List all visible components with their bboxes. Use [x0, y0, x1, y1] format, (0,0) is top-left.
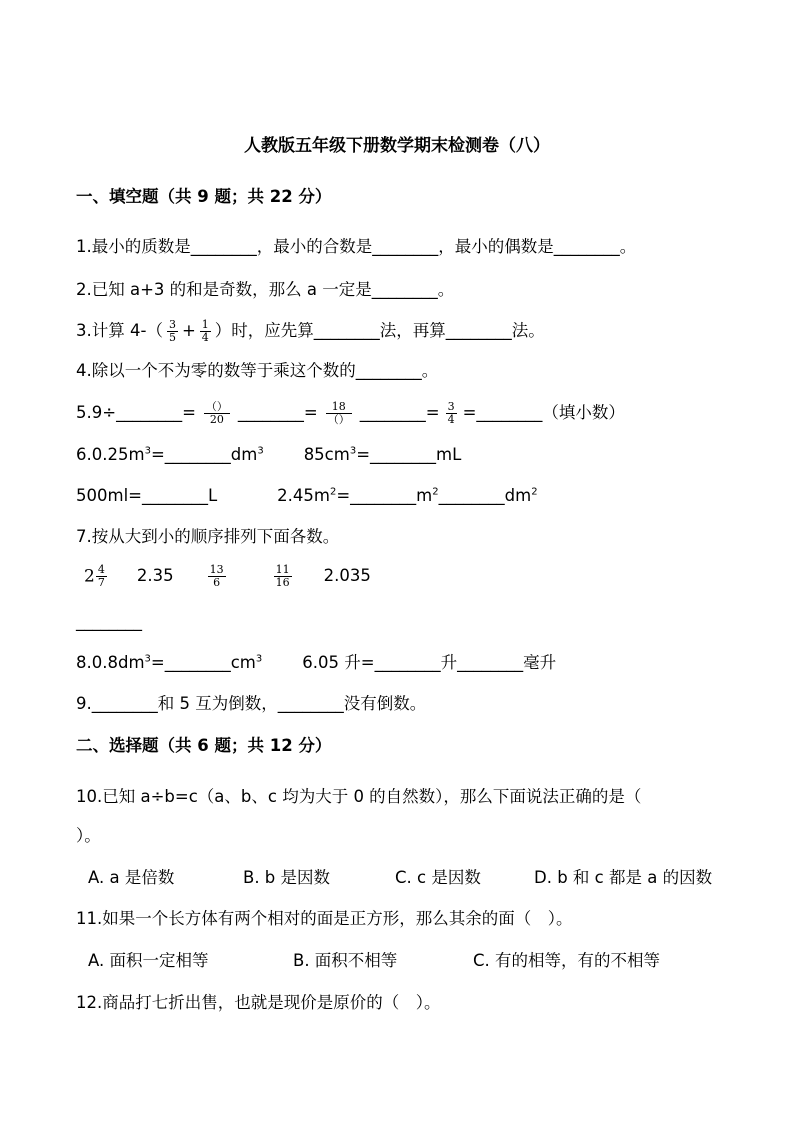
denominator: 7 [97, 576, 105, 589]
denominator: （） [327, 413, 350, 426]
question-11: 11.如果一个长方体有两个相对的面是正方形，那么其余的面（ ）。 [76, 909, 573, 928]
numerator: 3 [168, 318, 176, 331]
q6-text: 2.45m [277, 486, 330, 505]
q8-text: 8.0.8dm [76, 653, 145, 672]
denominator: 16 [275, 576, 290, 589]
exponent: 3 [144, 445, 151, 457]
denominator: 6 [208, 576, 226, 589]
exponent: 3 [144, 653, 151, 665]
question-12: 12.商品打七折出售，也就是现价是原价的（ ）。 [76, 993, 441, 1012]
q6-text: =________mL [356, 445, 462, 464]
mixed-number-whole: 2 [84, 566, 95, 587]
q10-option-d[interactable]: D. b 和 c 都是 a 的因数 [534, 868, 713, 887]
question-1: 1.最小的质数是________，最小的合数是________，最小的偶数是________。 [76, 237, 637, 256]
question-7-numbers [84, 564, 371, 589]
question-7-answer-blank: ________ [76, 612, 142, 631]
q5-middle-2: ________= [359, 403, 440, 422]
question-2: 2.已知 a+3 的和是奇数，那么 a 一定是________。 [76, 280, 455, 299]
fraction-13-6 [208, 564, 226, 589]
q6-text: 85cm [303, 445, 350, 464]
fraction-3-5 [167, 319, 178, 344]
fraction-18-blank [326, 401, 352, 426]
section-heading-fill-blank: 一、填空题（共 9 题；共 22 分） [76, 187, 332, 206]
q8-text: 6.05 升=________升________毫升 [302, 653, 557, 672]
section-heading-multiple-choice: 二、选择题（共 6 题；共 12 分） [76, 736, 332, 755]
fraction-11-16 [274, 564, 292, 589]
q6-text: =________m [336, 486, 433, 505]
q6-text: 6.0.25m [76, 445, 145, 464]
question-10-continued: ）。 [76, 826, 101, 845]
denominator: 20 [204, 413, 230, 426]
question-8 [76, 652, 556, 674]
numerator: 4 [97, 563, 105, 576]
q10-option-c[interactable]: C. c 是因数 [395, 868, 481, 887]
q6-text: =________dm [150, 445, 258, 464]
exponent: 2 [432, 486, 439, 498]
page-title: 人教版五年级下册数学期末检测卷（八） [244, 136, 550, 156]
number-2-35: 2.35 [136, 566, 174, 585]
numerator: 13 [209, 563, 224, 576]
question-7: 7.按从大到小的顺序排列下面各数。 [76, 527, 340, 546]
question-6-line-1 [76, 444, 461, 466]
fraction-blank-20 [204, 401, 230, 426]
q5-middle-1: ________= [237, 403, 318, 422]
q3-suffix: ）时，应先算________法，再算________法。 [214, 321, 545, 340]
plus-sign: + [181, 321, 196, 340]
q11-option-c[interactable]: C. 有的相等，有的不相等 [473, 951, 661, 970]
question-4: 4.除以一个不为零的数等于乘这个数的________。 [76, 361, 439, 380]
denominator: 4 [201, 331, 209, 344]
fraction-3-4 [446, 401, 457, 426]
q6-text: 500ml=________L [76, 486, 218, 505]
numerator: 18 [331, 400, 346, 413]
q6-text: ________dm [438, 486, 532, 505]
denominator: 4 [447, 413, 455, 426]
exponent: 3 [255, 653, 263, 665]
q3-prefix: 3.计算 4-（ [76, 321, 163, 340]
question-9: 9.________和 5 互为倒数，________没有倒数。 [76, 694, 427, 713]
denominator: 5 [168, 331, 176, 344]
numerator: 3 [447, 400, 455, 413]
q5-suffix: =________（填小数） [462, 403, 625, 422]
exponent: 2 [531, 486, 538, 498]
question-10: 10.已知 a÷b=c（a、b、c 均为大于 0 的自然数），那么下面说法正确的是（ [76, 787, 642, 806]
number-2-035: 2.035 [323, 566, 371, 585]
q10-option-a[interactable]: A. a 是倍数 [88, 868, 175, 887]
q10-option-b[interactable]: B. b 是因数 [243, 868, 331, 887]
numerator: 1 [201, 318, 209, 331]
mixed-number-fraction [96, 564, 107, 589]
q11-option-a[interactable]: A. 面积一定相等 [88, 951, 209, 970]
question-3 [76, 319, 545, 344]
question-6-line-2 [76, 485, 538, 507]
q5-prefix: 5.9÷________= [76, 403, 196, 422]
exponent: 3 [257, 445, 264, 457]
q8-text: =________cm [150, 653, 256, 672]
numerator: （） [205, 400, 228, 413]
exponent: 3 [349, 445, 357, 457]
fraction-1-4 [200, 319, 211, 344]
q11-option-b[interactable]: B. 面积不相等 [293, 951, 398, 970]
question-5 [76, 401, 625, 426]
exponent: 2 [329, 486, 337, 498]
numerator: 11 [275, 563, 290, 576]
